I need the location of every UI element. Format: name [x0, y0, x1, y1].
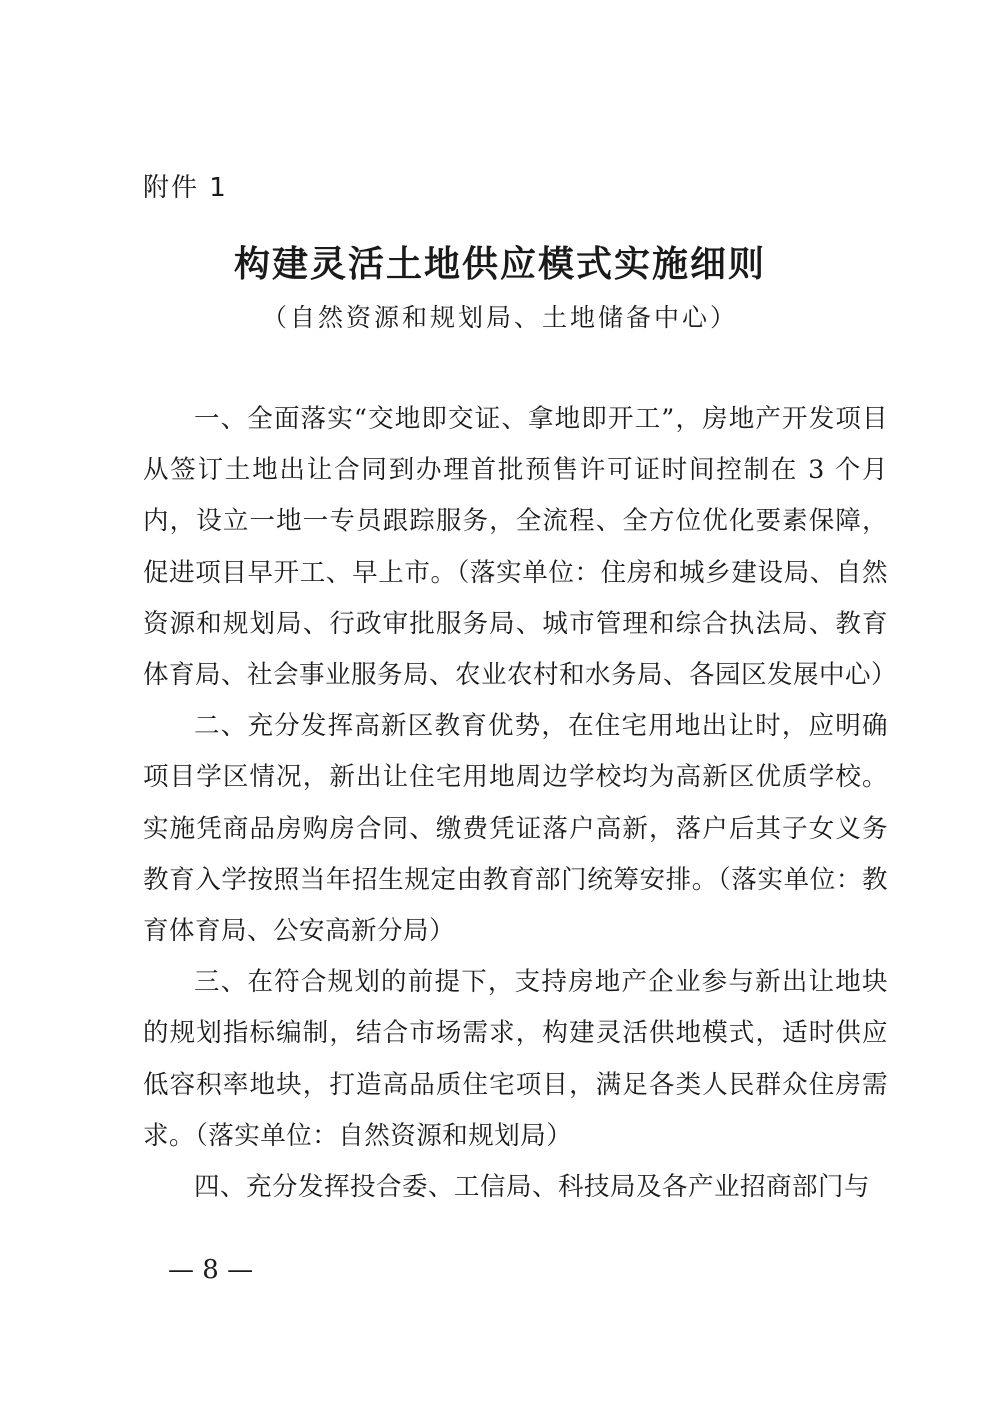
paragraph-1: 一、全面落实“交地即交证、拿地即开工”，房地产开发项目从签订土地出让合同到办理首批预售许可证时间控制在 3 个月内，设立一地一专员跟踪服务，全流程、全方位优化要素保障，促进项目早开工、早上市。（落实单位：住房和城乡建设局、自然资源和规划局、行政审批服务局、城市管理和综合执法局、教育体育局、社会事业服务局、农业农村和水务局、各园区发展中心） [143, 404, 898, 691]
document-subtitle: （自然资源和规划局、土地储备中心） [261, 303, 738, 332]
document-title: 构建灵活土地供应模式实施细则 [233, 244, 766, 285]
attachment-label: 附件 1 [143, 173, 228, 203]
paragraph-3: 三、在符合规划的前提下，支持房地产企业参与新出让地块的规划指标编制，结合市场需求，构建灵活供地模式，适时供应低容积率地块，打造高品质住宅项目，满足各类人民群众住房需求。（落实单位：自然资源和规划局） [143, 967, 888, 1151]
page-number: — 8 — [168, 1255, 254, 1285]
document-body [143, 394, 898, 1213]
paragraph-4: 四、充分发挥投合委、工信局、科技局及各产业招商部门与 [194, 1172, 871, 1203]
paragraph-2: 二、充分发挥高新区教育优势，在住宅用地出让时，应明确项目学区情况，新出让住宅用地周边学校均为高新区优质学校。实施凭商品房购房合同、缴费凭证落户高新，落户后其子女义务教育入学按照当年招生规定由教育部门统筹安排。（落实单位：教育体育局、公安高新分局） [143, 711, 888, 947]
